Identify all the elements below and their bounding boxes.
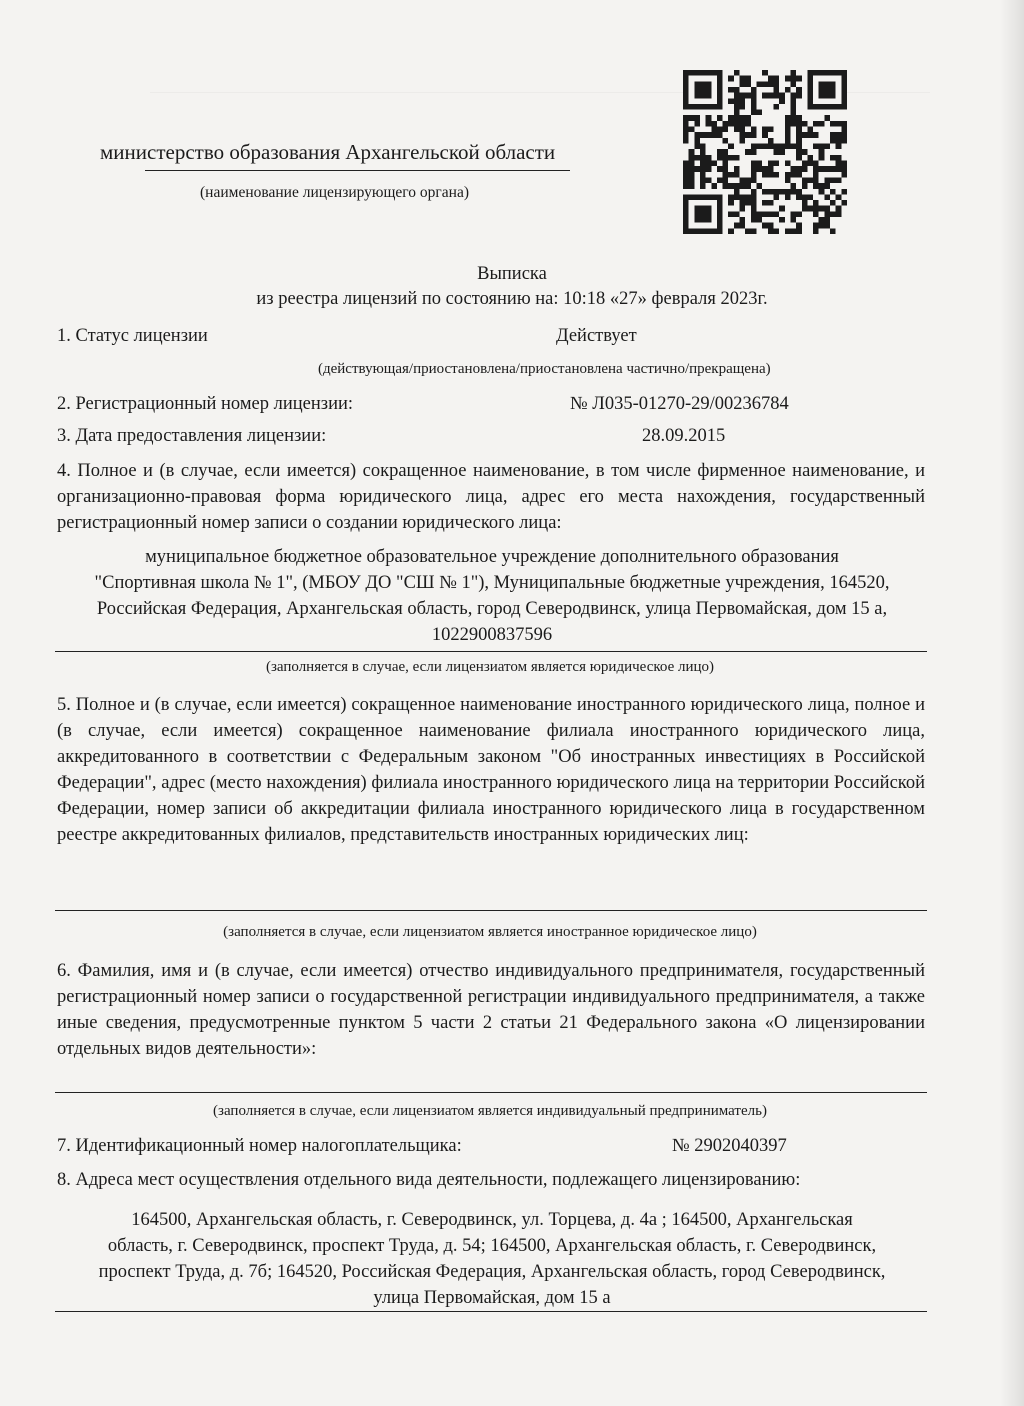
legal-entity-line: "Спортивная школа № 1", (МБОУ ДО "СШ № 1"), Муниципальные бюджетные учреждения, 164520,: [94, 573, 890, 593]
reg-number-value: № Л035-01270-29/00236784: [570, 394, 789, 414]
legal-entity-line: 1022900837596: [431, 625, 553, 645]
inn-value: № 2902040397: [672, 1136, 787, 1156]
status-value: Действует: [556, 326, 637, 346]
addresses-label: 8. Адреса мест осуществления отдельного вида деятельности, подлежащего лицензированию:: [57, 1170, 801, 1190]
legal-entity-line: муниципальное бюджетное образовательное учреждение дополнительного образования: [145, 547, 839, 567]
address-line: область, г. Северодвинск, проспект Труда, д. 54; 164500, Архангельская область, г. Северодвинск,: [107, 1236, 877, 1256]
reg-number-label: 2. Регистрационный номер лицензии:: [57, 394, 354, 414]
issue-date-value: 28.09.2015: [642, 426, 726, 446]
legal-entity-underline: [55, 651, 927, 652]
legal-entity-caption: (заполняется в случае, если лицензиатом является юридическое лицо): [265, 659, 715, 675]
address-line: 164500, Архангельская область, г. Северодвинск, ул. Торцева, д. 4а ; 164500, Архангельская: [131, 1210, 853, 1230]
licensing-authority-name: министерство образования Архангельской области: [100, 140, 556, 164]
document-subtitle: из реестра лицензий по состоянию на: 10:18 «27» февраля 2023г.: [256, 289, 768, 309]
foreign-entity-underline: [55, 910, 927, 911]
page-shadow-edge: [1000, 0, 1024, 1406]
legal-entity-label: 4. Полное и (в случае, если имеется) сокращенное наименование, в том числе фирменное наименование, и организационно-правовая форма юридического лица, адрес его места нахождения, государственный регистрационный номер записи о создании юридического лица:: [57, 461, 925, 533]
addresses-underline: [55, 1311, 927, 1312]
address-line: улица Первомайская, дом 15 а: [373, 1288, 611, 1308]
licensing-authority-caption: (наименование лицензирующего органа): [200, 184, 469, 201]
addresses-value: [40, 1207, 944, 1311]
document-title: Выписка: [477, 264, 547, 284]
entrepreneur-underline: [55, 1092, 927, 1093]
authority-underline: [145, 170, 570, 171]
entrepreneur-caption: (заполняется в случае, если лицензиатом является индивидуальный предприниматель): [213, 1103, 767, 1119]
qr-code-icon: [683, 70, 847, 234]
status-label: 1. Статус лицензии: [57, 326, 208, 346]
foreign-entity-label: 5. Полное и (в случае, если имеется) сокращенное наименование иностранного юридического лица, полное и (в случае, если имеется) сокращенное наименование филиала иностранного юридического лица, аккредитованного в соответствии с Федеральным законом "Об иностранных инвестициях в Российской Федерации", адрес (место нахождения) филиала иностранного юридического лица на территории Российской Федерации, номер записи об аккредитации филиала иностранного юридического лица в государственном реестре аккредитованных филиалов, представительств иностранных юридических лиц:: [57, 695, 925, 845]
inn-label: 7. Идентификационный номер налогоплательщика:: [57, 1136, 462, 1156]
foreign-entity-caption: (заполняется в случае, если лицензиатом является иностранное юридическое лицо): [223, 924, 757, 940]
legal-entity-line: Российская Федерация, Архангельская область, город Северодвинск, улица Первомайская, дом 15 а,: [96, 599, 888, 619]
entrepreneur-label: 6. Фамилия, имя и (в случае, если имеется) отчество индивидуального предпринимателя, государственный регистрационный номер записи о государственной регистрации индивидуального предпринимателя, а также иные сведения, предусмотренные пунктом 5 части 2 статьи 21 Федерального закона «О лицензировании отдельных видов деятельности»:: [57, 961, 925, 1059]
legal-entity-value: [40, 544, 944, 648]
status-caption: (действующая/приостановлена/приостановлена частично/прекращена): [318, 361, 771, 377]
issue-date-label: 3. Дата предоставления лицензии:: [57, 426, 327, 446]
address-line: проспект Труда, д. 7б; 164520, Российская Федерация, Архангельская область, город Северодвинск,: [98, 1262, 886, 1282]
